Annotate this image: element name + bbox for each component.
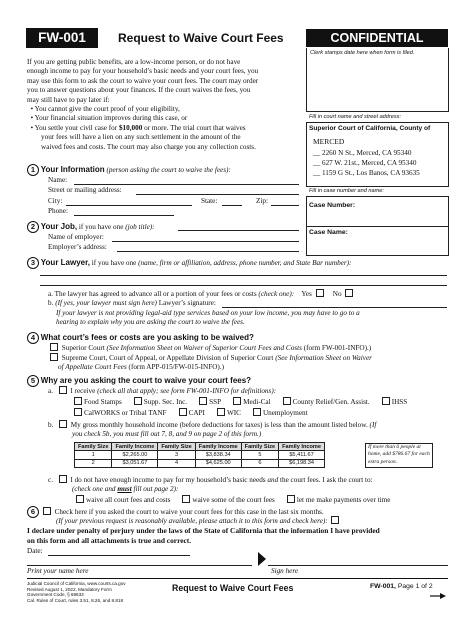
state-field[interactable]	[222, 205, 242, 206]
court-county: MERCED	[313, 137, 345, 146]
table-header-cell: Family Size	[75, 443, 112, 451]
section-subtitle: if you have one	[90, 259, 139, 267]
public-benefits-checkbox[interactable]	[59, 386, 67, 394]
employer-label: Name of employer:	[48, 233, 104, 241]
section-2-header	[27, 221, 155, 233]
benefit-supp-sec-inc-label: Supp. Sec. Inc.	[143, 398, 188, 406]
table-cell: $6,198.34	[279, 459, 325, 467]
footer-page: FW-001, Page 1 of 2	[370, 583, 433, 590]
section-subtitle: (name, firm or affiliation, address, phone number, and State Bar number):	[138, 259, 352, 267]
court-label: Fill in court name and street address:	[309, 114, 402, 120]
benefit-county-relief-gen-assist-label: County Relief/Gen. Assist.	[292, 398, 370, 406]
no-label: No	[332, 290, 342, 298]
table-cell: $3,051.67	[112, 459, 158, 467]
employer-address-field[interactable]	[117, 251, 299, 252]
court-address-1: __ 2260 N St., Merced, CA 95340	[313, 149, 412, 157]
benefit-ssp	[197, 398, 221, 406]
section-6-line-2: (If your previous request is reasonably available, please attach it to this form and check here):	[56, 516, 341, 526]
income-table-note: If more than 6 people at home, add $786.67 for each extra person.	[365, 443, 433, 468]
intro-line: may still have to pay later if:	[27, 95, 110, 104]
section-1-header	[27, 164, 231, 176]
benefit-capi-checkbox[interactable]	[179, 408, 187, 416]
section-6-line: 6 Check here if you asked the court to waive your court fees for this case in the last six months.	[27, 506, 324, 518]
section-subtitle: (person asking the court to waive the fees):	[106, 166, 231, 174]
print-name-field[interactable]	[27, 565, 252, 566]
benefit-medi-cal-label: Medi-Cal	[243, 398, 271, 406]
table-cell: $3,838.34	[195, 451, 241, 459]
benefit-ssp-checkbox[interactable]	[199, 397, 207, 405]
section-title: Why are you asking the court to waive your court fees?	[40, 376, 252, 385]
option-waive-all-court-fees-and-costs-checkbox[interactable]	[76, 495, 84, 503]
option-waive-all-court-fees-and-costs	[74, 496, 170, 504]
benefit-capi-label: CAPI	[188, 409, 205, 417]
lawyer-signature-line: b. (If yes, your lawyer must sign here) Lawyer’s signature:	[48, 299, 216, 307]
declaration: I declare under penalty of perjury under the laws of the State of California that the information I have provided on this form and all attachments is true and correct.	[27, 526, 380, 545]
superior-court-option: Superior Court (See Information Sheet on Waiver of Superior Court Fees and Costs (form FW-001-INFO).)	[48, 343, 371, 353]
previous-request-checkbox[interactable]	[43, 507, 51, 515]
basic-needs-line: c. I do not have enough income to pay for my household’s basic needs and the court fees. I ask the court to:	[48, 476, 373, 484]
phone-field[interactable]	[74, 215, 174, 216]
city-field[interactable]	[66, 205, 192, 206]
benefit-medi-cal	[231, 398, 271, 406]
signature-field[interactable]	[268, 565, 448, 566]
yes-checkbox[interactable]	[316, 289, 324, 297]
public-benefits-line: a. I receive (check all that apply; see form FW-001-INFO for definitions):	[48, 387, 277, 395]
sign-arrow-icon	[258, 552, 266, 566]
benefit-food-stamps	[72, 398, 122, 406]
section-number: 6	[27, 506, 39, 518]
form-number-badge: FW-001	[26, 28, 98, 48]
previous-request-attached-checkbox[interactable]	[331, 516, 339, 524]
table-header-cell: Family Income	[112, 443, 158, 451]
section-title: Your Information	[40, 165, 105, 174]
court-name: Superior Court of California, County of	[309, 125, 431, 132]
table-header-cell: Family Size	[241, 443, 278, 451]
bullet-2: • Your financial situation improves during this case, or	[27, 114, 188, 123]
section-number: 3	[27, 257, 39, 269]
print-name-label: Print your name here	[27, 567, 89, 575]
table-row	[75, 451, 325, 459]
basic-needs-checkbox[interactable]	[59, 475, 67, 483]
court-address-3: __ 1159 G St., Los Banos, CA 93635	[313, 169, 420, 177]
benefit-unemployment-label: Unemployment	[262, 409, 308, 417]
benefit-ihss-checkbox[interactable]	[382, 397, 390, 405]
table-cell: $4,625.00	[195, 459, 241, 467]
case-number-label: Case Number:	[309, 202, 356, 209]
income-table	[74, 442, 325, 468]
benefit-calworks-or-tribal-tanf	[72, 409, 167, 417]
table-header-cell: Family Income	[279, 443, 325, 451]
intro-line: If you are getting public benefits, are a low-income person, or do not have	[27, 58, 241, 66]
next-page-arrow-icon[interactable]	[430, 593, 446, 599]
section-subtitle: (job title):	[125, 223, 155, 231]
option-let-me-make-payments-over-time-checkbox[interactable]	[287, 495, 295, 503]
superior-court-checkbox[interactable]	[50, 343, 58, 351]
benefit-food-stamps-label: Food Stamps	[84, 398, 122, 406]
benefit-medi-cal-checkbox[interactable]	[233, 397, 241, 405]
section-title: Your Lawyer,	[40, 258, 90, 267]
zip-label: Zip:	[256, 197, 268, 205]
no-checkbox[interactable]	[345, 289, 353, 297]
street-label: Street or mailing address:	[48, 186, 122, 194]
zip-field[interactable]	[271, 205, 299, 206]
table-cell: $2,265.00	[112, 451, 158, 459]
lawyer-advance-line: a. The lawyer has agreed to advance all or a portion of your fees or costs (check one): Yes No	[48, 289, 355, 299]
lawyer-note: If your lawyer is not providing legal-aid type services based on your low income, you may have to go to a hearing to explain why you are asking the court to waive the fees.	[56, 309, 360, 327]
date-field[interactable]	[48, 555, 190, 556]
clerk-stamp-label: Clerk stamps date here when form is filed.	[310, 50, 415, 56]
footer-citations: Judicial Council of California, www.courts.ca.gov Revised August 1, 2022, Mandatory Form Government Code, § 68633 Cal. Rules of Court, rules 3.51, 8.26, and 8.818	[27, 581, 126, 603]
lawyer-signature-field[interactable]	[222, 307, 447, 308]
table-cell: 6	[241, 459, 278, 467]
bullet-1: • You cannot give the court proof of your eligibility,	[27, 105, 180, 114]
option-waive-all-court-fees-and-costs-label: waive all court fees and costs	[86, 496, 171, 504]
benefit-supp-sec-inc-checkbox[interactable]	[134, 397, 142, 405]
lawyer-field-1[interactable]	[40, 275, 447, 276]
table-row	[75, 459, 325, 467]
table-cell: 2	[75, 459, 112, 467]
case-label: Fill in case number and name:	[309, 188, 384, 194]
benefit-capi	[177, 409, 205, 417]
name-field[interactable]	[74, 184, 299, 185]
intro-text	[27, 58, 258, 152]
bullet-3-cont: your fees will have a lien on any such settlement in the amount of the	[41, 133, 241, 142]
street-field[interactable]	[136, 194, 299, 195]
section-subtitle: if you have one	[77, 223, 126, 231]
benefits-row	[72, 408, 318, 418]
option-let-me-make-payments-over-time-label: let me make payments over time	[296, 496, 391, 504]
option-let-me-make-payments-over-time	[285, 496, 391, 504]
yes-label: Yes	[301, 290, 312, 298]
benefits-row	[72, 397, 417, 407]
benefit-ihss	[380, 398, 408, 406]
benefit-county-relief-gen-assist-checkbox[interactable]	[283, 397, 291, 405]
option-waive-some-of-the-court-fees-label: waive some of the court fees	[192, 496, 275, 504]
table-cell: 4	[158, 459, 195, 467]
section-number: 1	[27, 164, 39, 176]
option-waive-some-of-the-court-fees	[180, 496, 274, 504]
section-3-header	[27, 257, 351, 269]
benefit-calworks-or-tribal-tanf-label: CalWORKS or Tribal TANF	[84, 409, 167, 417]
option-waive-some-of-the-court-fees-checkbox[interactable]	[182, 495, 190, 503]
table-cell: 1	[75, 451, 112, 459]
clerk-stamp-box	[306, 48, 449, 112]
sign-here-label: Sign here	[271, 567, 299, 575]
benefit-wic-label: WIC	[226, 409, 241, 417]
section-number: 4	[27, 332, 39, 344]
case-number-box[interactable]	[306, 196, 449, 227]
benefit-calworks-or-tribal-tanf-checkbox[interactable]	[74, 408, 82, 416]
employer-address-label: Employer’s address:	[48, 243, 107, 251]
appellate-court-option: Supreme Court, Court of Appeal, or Appellate Division of Superior Court (See Information Sheet on Waiver	[48, 353, 372, 363]
table-header-cell: Family Size	[158, 443, 195, 451]
basic-needs-instruction: (check one and must fill out page 2):	[72, 485, 179, 493]
benefit-wic	[215, 409, 241, 417]
intro-line: enough income to pay for your household’s basic needs and your court fees, you	[27, 67, 259, 76]
benefit-ihss-label: IHSS	[391, 398, 408, 406]
case-name-label: Case Name:	[309, 229, 348, 236]
date-label: Date:	[27, 547, 43, 555]
benefit-supp-sec-inc	[132, 398, 187, 406]
section-title: Your Job,	[40, 222, 78, 231]
name-label: Name:	[48, 176, 68, 184]
table-cell: 5	[241, 451, 278, 459]
lawyer-field-2[interactable]	[40, 285, 447, 286]
section-title: What court’s fees or costs are you asking to be waived?	[40, 333, 254, 342]
form-title: Request to Waive Court Fees	[118, 31, 284, 45]
state-label: State:	[201, 197, 218, 205]
bullet-3: • You settle your civil case for $10,000 or more. The trial court that waives	[27, 123, 246, 132]
income-line: b. My gross monthly household income (before deductions for taxes) is less than the amount listed below. (If	[48, 421, 377, 429]
footer-rule	[27, 578, 448, 579]
footer-title: Request to Waive Court Fees	[172, 583, 294, 593]
benefit-wic-checkbox[interactable]	[217, 408, 225, 416]
intro-line: may use this form to ask the court to waive your court fees. The court may order	[27, 76, 259, 85]
appellate-court-checkbox[interactable]	[50, 353, 58, 361]
benefit-ssp-label: SSP	[209, 398, 222, 406]
benefit-unemployment-checkbox[interactable]	[253, 408, 261, 416]
court-address-2: __ 627 W. 21st., Merced, CA 95340	[313, 159, 417, 167]
intro-line: you to answer questions about your finances. If the court waives the fees, you	[27, 86, 251, 95]
income-line-cont: you check 5b, you must fill out 7, 8, and 9 on page 2 of this form.)	[72, 430, 262, 438]
table-header-cell: Family Income	[195, 443, 241, 451]
job-title-field[interactable]	[178, 230, 299, 231]
benefit-county-relief-gen-assist	[281, 398, 370, 406]
section-number: 5	[27, 375, 39, 387]
phone-label: Phone:	[48, 207, 68, 215]
fee-options	[74, 495, 400, 505]
table-cell: $5,411.67	[279, 451, 325, 459]
bullet-3-cont: waived fees and costs. The court may also charge you any collection costs.	[41, 142, 256, 151]
confidential-banner: CONFIDENTIAL	[306, 29, 448, 47]
employer-field[interactable]	[112, 241, 299, 242]
city-label: City:	[48, 197, 63, 205]
low-income-checkbox[interactable]	[59, 420, 67, 428]
table-cell: 3	[158, 451, 195, 459]
appellate-court-option-cont: of Appellate Court Fees (form APP-015/FW-015-INFO).)	[58, 363, 224, 371]
section-number: 2	[27, 221, 39, 233]
benefit-unemployment	[251, 409, 308, 417]
benefit-food-stamps-checkbox[interactable]	[74, 397, 82, 405]
